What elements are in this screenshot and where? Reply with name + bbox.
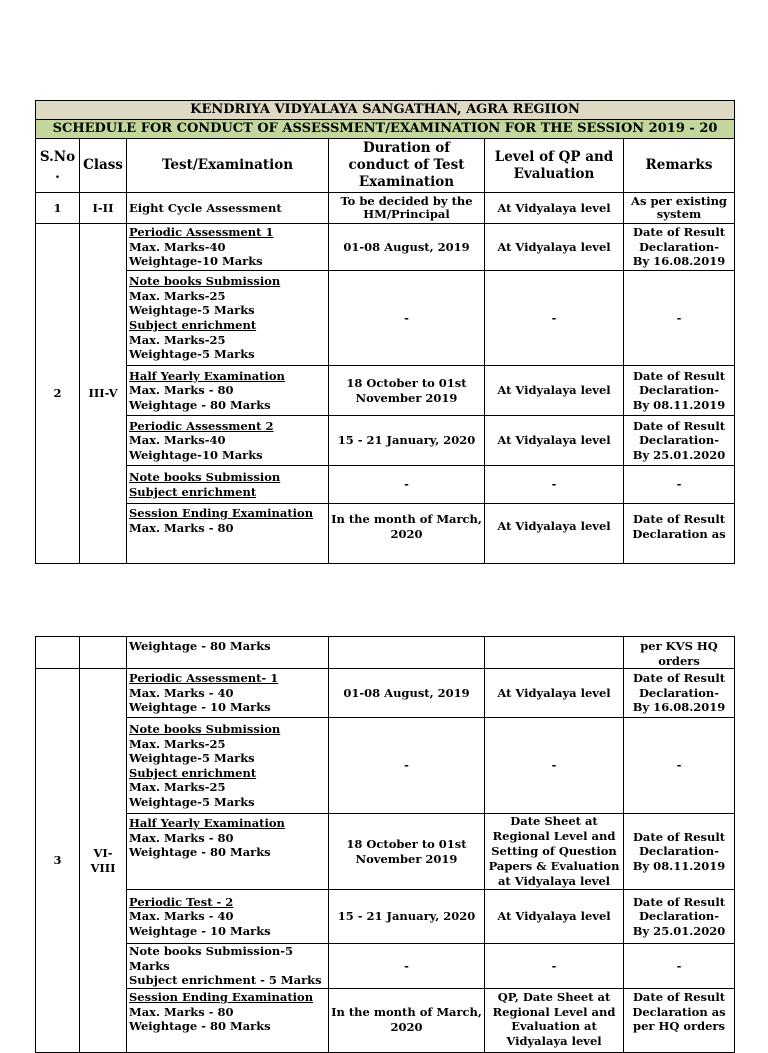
remark-line: Declaration- [638, 844, 720, 859]
cell-test [127, 669, 329, 718]
cell-level: - [485, 271, 624, 366]
cell-level: QP, Date Sheet at Regional Level and Evaluation at Vidyalaya level [485, 988, 624, 1052]
table-row [36, 366, 735, 416]
remark-line: Date of Result [632, 225, 726, 240]
cell-class: VI- VIII [80, 669, 127, 1053]
org-title: KENDRIYA VIDYALAYA SANGATHAN, AGRA REGIION [36, 101, 735, 120]
test-title: Subject enrichment [129, 484, 257, 499]
remark-line: By 16.08.2019 [632, 700, 726, 715]
test-max-marks: Max. Marks - 80 [129, 830, 234, 845]
table-row [36, 224, 735, 271]
cell-level: - [485, 466, 624, 504]
table-row [36, 814, 735, 890]
test-weightage: Weightage - 80 Marks [129, 1019, 271, 1034]
cell-level: At Vidyalaya level [485, 504, 624, 564]
table-row [36, 718, 735, 814]
cell-class: I-II [80, 193, 127, 224]
table-row [36, 669, 735, 718]
remark-line: orders [658, 653, 700, 668]
header-sno: S.No . [36, 139, 80, 193]
test-title: Note books Submission [129, 469, 281, 484]
table-row [36, 637, 735, 669]
cell-remarks [624, 224, 735, 271]
cell-test: Eight Cycle Assessment [127, 193, 329, 224]
cell-level: At Vidyalaya level [485, 224, 624, 271]
header-duration: Duration of conduct of Test Examination [329, 139, 485, 193]
cell-test [127, 271, 329, 366]
test-max-marks: Max. Marks - 80 [129, 520, 234, 535]
schedule-subtitle: SCHEDULE FOR CONDUCT OF ASSESSMENT/EXAMINATION FOR THE SESSION 2019 - 20 [36, 120, 735, 139]
cell-remarks: - [624, 466, 735, 504]
cell-level: Date Sheet at Regional Level and Setting of Question Papers & Evaluation at Vidyalaya level [485, 814, 624, 890]
table-row [36, 988, 735, 1052]
test-max-marks: Max. Marks-40 [129, 433, 226, 448]
test-title: Subject enrichment [129, 765, 257, 780]
header-test: Test/Examination [127, 139, 329, 193]
test-title: Periodic Test - 2 [129, 894, 234, 909]
remark-line: By 16.08.2019 [632, 254, 726, 269]
cell-duration: To be decided by the HM/Principal [329, 193, 485, 224]
cell-remarks: As per existing system [624, 193, 735, 224]
test-title: Half Yearly Examination [129, 816, 285, 831]
cell-duration [329, 637, 485, 669]
test-title: Session Ending Examination [129, 506, 314, 520]
cell-test [127, 718, 329, 814]
cell-level: - [485, 718, 624, 814]
cell-duration: 18 October to 01st November 2019 [329, 366, 485, 416]
header-class: Class [80, 139, 127, 193]
table-row [36, 271, 735, 366]
cell-test [127, 366, 329, 416]
test-max-marks: Max. Marks - 40 [129, 909, 234, 924]
test-max-marks: Max. Marks - 80 [129, 383, 234, 398]
table-row [36, 193, 735, 224]
cell-remarks [624, 366, 735, 416]
cell-duration: In the month of March, 2020 [329, 988, 485, 1052]
cell-level: - [485, 944, 624, 989]
cell-duration: 15 - 21 January, 2020 [329, 416, 485, 466]
cell-level: At Vidyalaya level [485, 890, 624, 944]
remark-line: Date of Result [632, 894, 726, 909]
schedule-table-part-2 [35, 636, 735, 1053]
cell-test [127, 890, 329, 944]
cell-remarks: - [624, 271, 735, 366]
remark-line: Declaration- [638, 909, 720, 924]
test-title: Periodic Assessment 2 [129, 418, 274, 433]
cell-test [127, 224, 329, 271]
cell-remarks: - [624, 944, 735, 989]
cell-level: At Vidyalaya level [485, 669, 624, 718]
cell-test [127, 814, 329, 890]
remark-line: Date of Result [632, 368, 726, 383]
cell-duration: - [329, 944, 485, 989]
remark-line: By 08.11.2019 [632, 397, 726, 412]
test-weightage: Weightage - 10 Marks [129, 923, 271, 938]
cell-sno: 1 [36, 193, 80, 224]
test-line: Subject enrichment - 5 Marks [129, 973, 322, 988]
test-weightage: Weightage-5 Marks [129, 303, 255, 318]
cell-remarks [624, 890, 735, 944]
cell-duration: 01-08 August, 2019 [329, 669, 485, 718]
remark-line: Declaration- [638, 433, 720, 448]
cell-test: Weightage - 80 Marks [127, 637, 329, 669]
remark-line: Declaration- [638, 685, 720, 700]
cell-sno: 3 [36, 669, 80, 1053]
cell-remarks: - [624, 718, 735, 814]
cell-duration: 18 October to 01st November 2019 [329, 814, 485, 890]
remark-line: per KVS HQ [640, 639, 718, 653]
cell-duration: - [329, 718, 485, 814]
cell-duration: - [329, 271, 485, 366]
test-max-marks: Max. Marks-25 [129, 736, 226, 751]
header-level: Level of QP and Evaluation [485, 139, 624, 193]
cell-level [485, 637, 624, 669]
remark-line: By 25.01.2020 [632, 923, 726, 938]
test-max-marks: Max. Marks-25 [129, 332, 226, 347]
table-row [36, 944, 735, 989]
remark-line: Date of Result [632, 989, 726, 1004]
test-weightage: Weightage - 80 Marks [129, 397, 271, 412]
table-row [36, 890, 735, 944]
cell-level: At Vidyalaya level [485, 416, 624, 466]
table-row [36, 416, 735, 466]
cell-duration: In the month of March, 2020 [329, 504, 485, 564]
test-max-marks: Max. Marks - 40 [129, 685, 234, 700]
remark-line: By 08.11.2019 [632, 858, 726, 873]
test-title: Periodic Assessment 1 [129, 225, 274, 240]
remark-line: Declaration- [638, 383, 720, 398]
remark-line: Declaration as [632, 526, 726, 541]
test-weightage: Weightage-5 Marks [129, 751, 255, 766]
remark-line: Declaration as [632, 1004, 726, 1019]
test-weightage: Weightage - 10 Marks [129, 700, 271, 715]
cell-duration: 15 - 21 January, 2020 [329, 890, 485, 944]
remark-line: Declaration- [638, 239, 720, 254]
cell-remarks [624, 988, 735, 1052]
document-page-2 [0, 552, 768, 1048]
remark-line: Date of Result [632, 671, 726, 686]
test-max-marks: Max. Marks-25 [129, 288, 226, 303]
cell-duration: - [329, 466, 485, 504]
cell-remarks [624, 637, 735, 669]
test-weightage: Weightage-5 Marks [129, 347, 255, 362]
remark-line: per HQ orders [633, 1019, 725, 1034]
cell-class: III-V [80, 224, 127, 564]
table-row [36, 466, 735, 504]
cell-class [80, 637, 127, 669]
test-max-marks: Max. Marks-40 [129, 239, 226, 254]
test-title: Subject enrichment [129, 318, 257, 332]
test-title: Half Yearly Examination [129, 368, 285, 383]
test-title: Note books Submission [129, 274, 281, 289]
cell-remarks [624, 669, 735, 718]
cell-test [127, 944, 329, 989]
header-remarks: Remarks [624, 139, 735, 193]
cell-level: At Vidyalaya level [485, 366, 624, 416]
test-title: Session Ending Examination [129, 989, 314, 1004]
cell-duration: 01-08 August, 2019 [329, 224, 485, 271]
remark-line: Date of Result [632, 829, 726, 844]
cell-test [127, 466, 329, 504]
test-max-marks: Max. Marks - 80 [129, 1004, 234, 1019]
cell-sno [36, 637, 80, 669]
schedule-table-part-1 [35, 100, 735, 564]
cell-test [127, 416, 329, 466]
test-title: Periodic Assessment- 1 [129, 671, 279, 686]
test-weightage: Weightage-10 Marks [129, 447, 263, 462]
test-weightage: Weightage - 80 Marks [129, 845, 271, 860]
cell-remarks [624, 416, 735, 466]
remark-line: Date of Result [632, 512, 726, 526]
cell-test [127, 988, 329, 1052]
cell-remarks [624, 814, 735, 890]
test-weightage: Weightage-5 Marks [129, 794, 255, 809]
remark-line: By 25.01.2020 [632, 447, 726, 462]
test-line: Note books Submission-5 Marks [129, 944, 294, 973]
cell-sno: 2 [36, 224, 80, 564]
test-max-marks: Max. Marks-25 [129, 780, 226, 795]
remark-line: Date of Result [632, 418, 726, 433]
test-title: Note books Submission [129, 721, 281, 736]
cell-level: At Vidyalaya level [485, 193, 624, 224]
test-weightage: Weightage-10 Marks [129, 254, 263, 269]
